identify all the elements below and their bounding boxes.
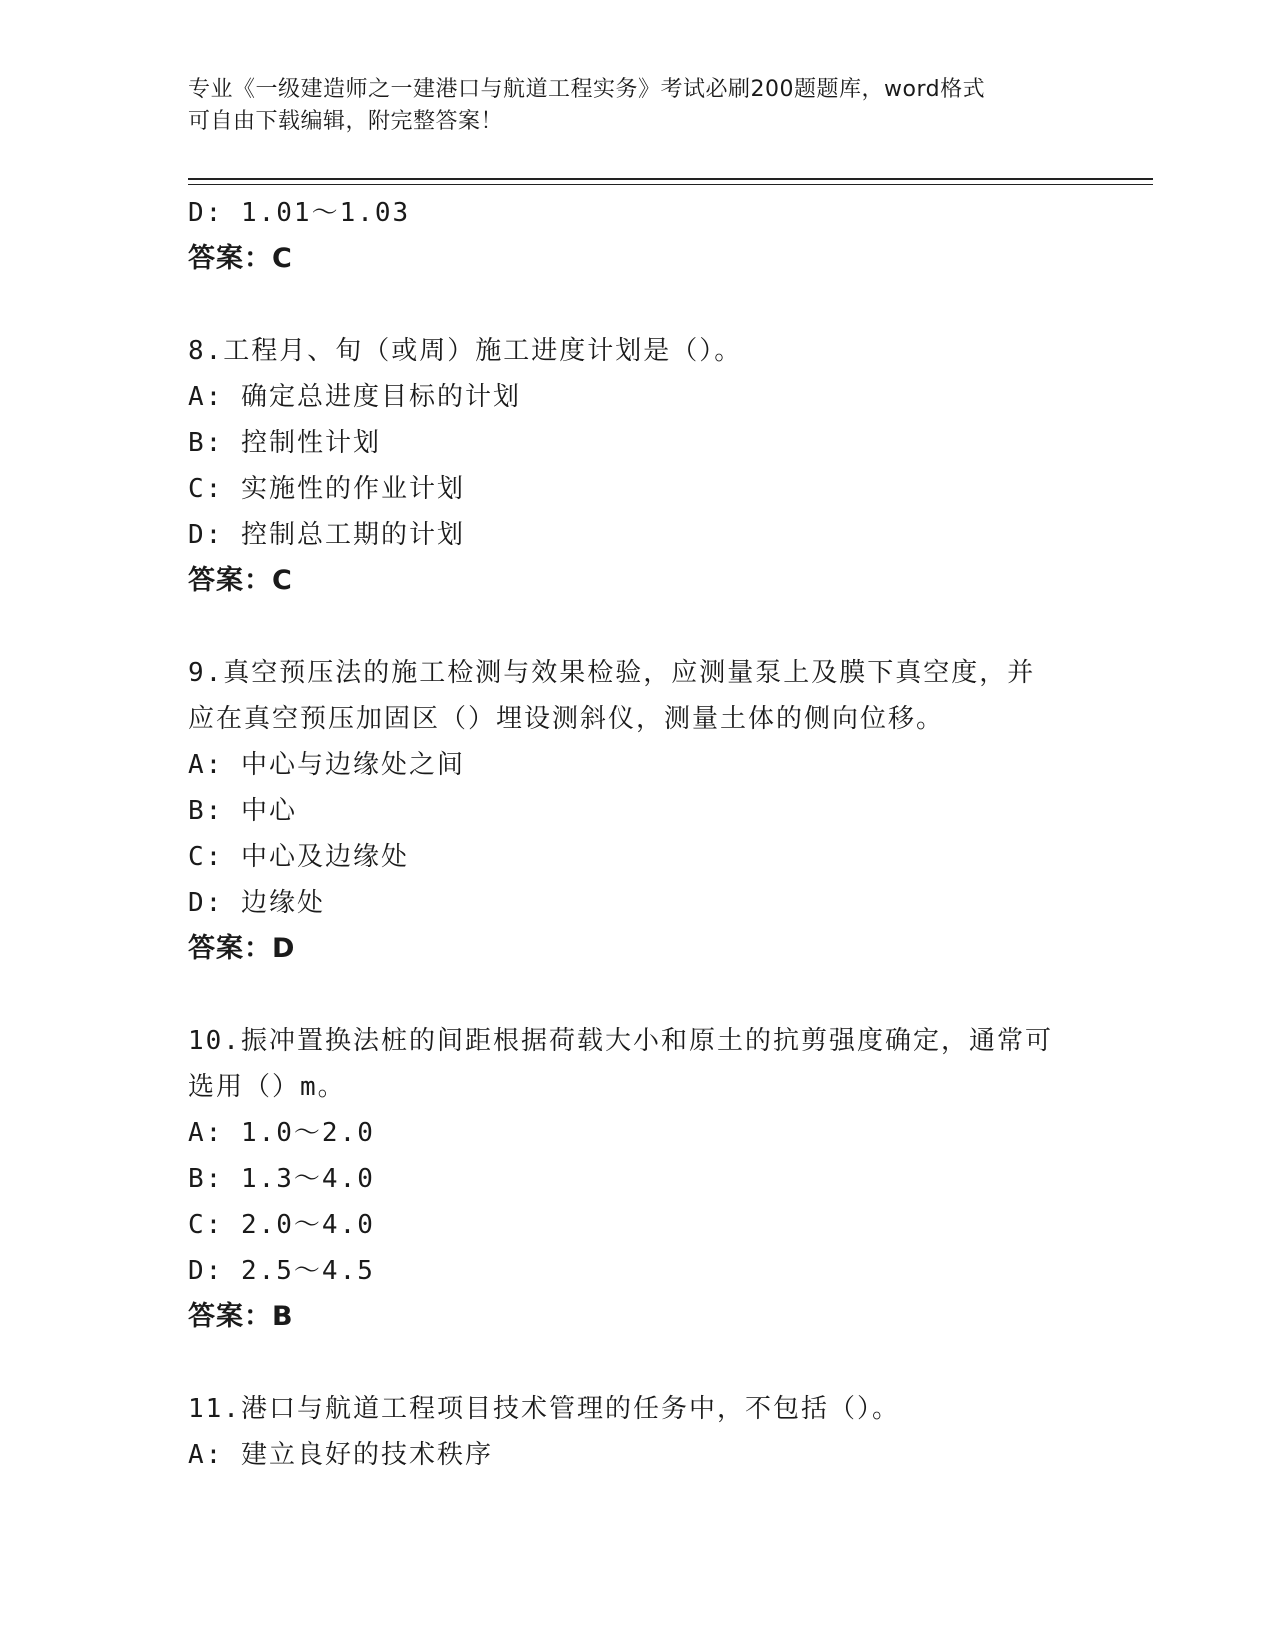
header-rule-thin xyxy=(188,184,1153,185)
header-line-1: 专业《一级建造师之一建港口与航道工程实务》考试必刷200题题库，word格式 xyxy=(188,77,986,102)
option-c: C: 中心及边缘处 xyxy=(188,842,409,872)
option-c: C: 实施性的作业计划 xyxy=(188,474,465,504)
answer: 答案：C xyxy=(188,565,293,596)
answer: 答案：D xyxy=(188,933,296,964)
question-8 xyxy=(188,328,1088,604)
header-line-2: 可自由下载编辑，附完整答案！ xyxy=(188,109,504,134)
answer: 答案：B xyxy=(188,1301,294,1332)
question-stem-line: 选用（）m。 xyxy=(188,1072,346,1102)
question-stem-line: 8.工程月、旬（或周）施工进度计划是（）。 xyxy=(188,336,743,366)
option-d: D: 2.5～4.5 xyxy=(188,1256,375,1286)
option-b: B: 控制性计划 xyxy=(188,428,381,458)
header-rule-thick xyxy=(188,178,1153,180)
question-11 xyxy=(188,1386,1088,1478)
question-10 xyxy=(188,1018,1088,1340)
option-d: D: 边缘处 xyxy=(188,888,325,918)
document-header xyxy=(188,74,1088,138)
question-stem-line: 11.港口与航道工程项目技术管理的任务中，不包括（）。 xyxy=(188,1394,900,1424)
option-b: B: 1.3～4.0 xyxy=(188,1164,375,1194)
question-stem-line: 10.振冲置换法桩的间距根据荷载大小和原土的抗剪强度确定，通常可 xyxy=(188,1026,1053,1056)
option-a: A: 建立良好的技术秩序 xyxy=(188,1440,493,1470)
option-a: A: 中心与边缘处之间 xyxy=(188,750,465,780)
question-9 xyxy=(188,650,1088,972)
prev-option-d: D: 1.01～1.03 xyxy=(188,198,411,228)
prev-answer: 答案：C xyxy=(188,243,293,274)
question-stem-line: 9.真空预压法的施工检测与效果检验，应测量泵上及膜下真空度，并 xyxy=(188,658,1036,688)
option-a: A: 确定总进度目标的计划 xyxy=(188,382,521,412)
option-a: A: 1.0～2.0 xyxy=(188,1118,375,1148)
question-stem-line: 应在真空预压加固区（）埋设测斜仪，测量土体的侧向位移。 xyxy=(188,704,945,734)
option-c: C: 2.0～4.0 xyxy=(188,1210,375,1240)
option-d: D: 控制总工期的计划 xyxy=(188,520,465,550)
question-list xyxy=(188,190,1088,1478)
option-b: B: 中心 xyxy=(188,796,297,826)
